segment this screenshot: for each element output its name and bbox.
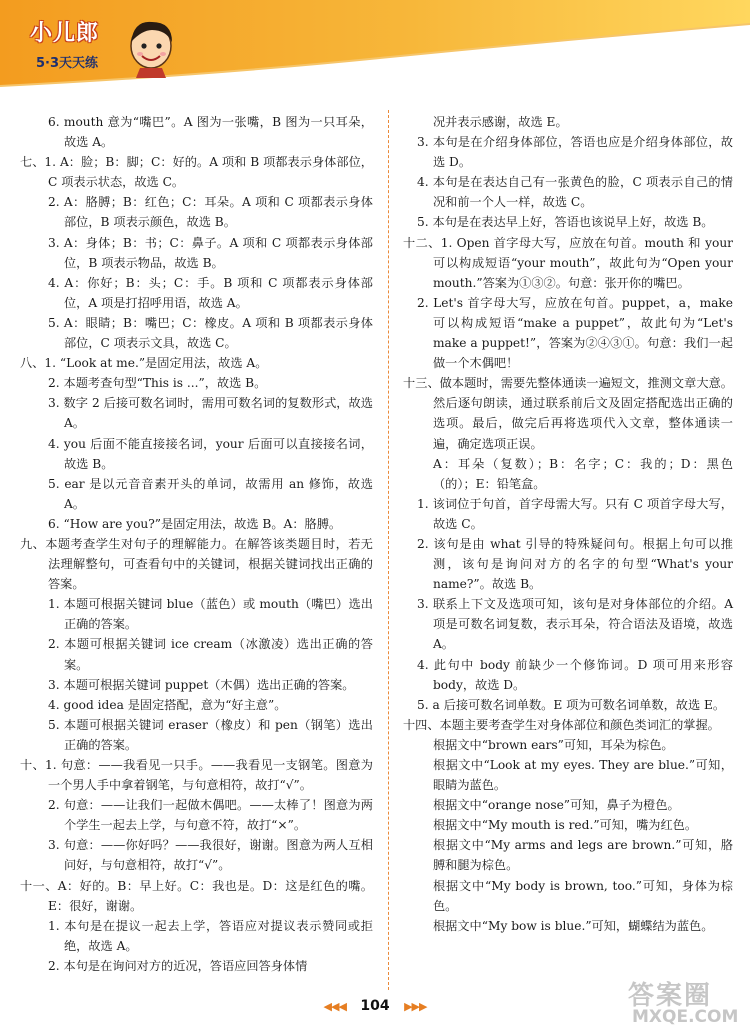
- answer-paragraph: A：耳朵（复数）；B：名字；C：我的；D：黑色（的）；E：铅笔盒。: [433, 456, 733, 491]
- answer-paragraph: 十、1. 句意：——我看见一只手。——我看见一支钢笔。图意为一个男人手中拿着钢笔，与句意相符，故打“√”。: [20, 758, 373, 793]
- right-arrows-icon: ▶▶▶: [404, 1000, 427, 1013]
- answer-paragraph: 5. ear 是以元音音素开头的单词，故需用 an 修饰，故选 A。: [48, 476, 373, 511]
- answer-paragraph: 根据文中“My bow is blue.”可知，蝴蝶结为蓝色。: [433, 918, 714, 933]
- answer-paragraph: 5. A：眼睛；B：嘴巴；C：橡皮。A 项和 B 项都表示身体部位，C 项表示文具，故选 C。: [48, 315, 373, 351]
- answer-paragraph: 2. 该句是由 what 引导的特殊疑问句。根据上句可以推测，该句是询问对方的名字的句型“What's your name?”。故选 B。: [417, 536, 733, 592]
- answer-paragraph: 根据文中“Look at my eyes. They are blue.”可知，眼睛为蓝色。: [433, 758, 733, 793]
- watermark-text: 答案圈: [628, 981, 713, 1011]
- left-arrows-icon: ◀◀◀: [323, 1000, 346, 1013]
- answer-paragraph: 3. 本句是在介绍身体部位，答语也应是介绍身体部位，故选 D。: [417, 135, 733, 170]
- brand-logo: [22, 14, 162, 76]
- watermark-url: MXQE.COM: [632, 1007, 739, 1027]
- answer-paragraph: 1. 本句是在提议一起去上学，答语应对提议表示赞同或拒绝，故选 A。: [48, 918, 373, 953]
- answer-paragraph: 2. 句意：——让我们一起做木偶吧。——太棒了！图意为两个学生一起去上学，与句意不符，故打“×”。: [48, 798, 373, 833]
- answer-paragraph: 3. 句意：——你好吗？——我很好，谢谢。图意为两人互相问好，与句意相符，故打“√”。: [48, 838, 373, 873]
- answer-paragraph: 1. 该词位于句首，首字母需大写。只有 C 项首字母大写，故选 C。: [417, 496, 733, 531]
- series-title: 5·3天天练: [36, 56, 99, 71]
- brand-title: 小儿郎: [30, 21, 100, 46]
- answer-paragraph: 3. 数字 2 后接可数名词时，需用可数名词的复数形式，故选 A。: [48, 396, 373, 431]
- answer-paragraph: 5. 本题可根据关键词 eraser（橡皮）和 pen（钢笔）选出正确的答案。: [48, 717, 373, 752]
- answer-paragraph: 4. 本句是在表达自己有一张黄色的脸，C 项表示自己的情况和前一个人一样，故选 C。: [417, 175, 733, 210]
- answer-paragraph: 6. mouth 意为“嘴巴”。A 图为一张嘴，B 图为一只耳朵，故选 A。: [48, 115, 373, 150]
- answer-paragraph: 根据文中“brown ears”可知，耳朵为棕色。: [433, 737, 674, 752]
- answer-paragraph: 十三、做本题时，需要先整体通读一遍短文，推测文章大意。然后逐句朗读，通过联系前后文及固定搭配选出正确的选项。最后，做完后再将选项代入文章，整体通读一遍，确定选项正误。: [403, 376, 733, 451]
- answer-paragraph: 十二、1. Open 首字母大写，应放在句首。mouth 和 your 可以构成短语“your mouth”，故此句为“Open your mouth.”答案为①③②。句意：张开你的嘴巴。: [403, 235, 733, 290]
- answer-paragraph: 4. you 后面不能直接接名词，your 后面可以直接接名词，故选 B。: [48, 436, 373, 471]
- answer-paragraph: 2. 本句是在询问对方的近况，答语应回答身体情: [48, 958, 308, 973]
- answer-paragraph: 根据文中“My mouth is red.”可知，嘴为红色。: [433, 818, 698, 833]
- watermark: [628, 975, 738, 1030]
- answer-paragraph: 十一、A：好的。B：早上好。C：我也是。D：这是红色的嘴。E：很好，谢谢。: [20, 878, 373, 913]
- answer-paragraph: 根据文中“orange nose”可知，鼻子为橙色。: [433, 798, 680, 813]
- answer-paragraph: 6. “How are you?”是固定用法，故选 B。A：胳膊。: [48, 516, 342, 531]
- answer-paragraph: 5. 本句是在表达早上好，答语也该说早上好，故选 B。: [417, 215, 714, 230]
- answer-column-left: [20, 112, 373, 976]
- mascot-boy-icon: [122, 16, 180, 78]
- answer-paragraph: 3. A：身体；B：书；C：鼻子。A 项和 C 项都表示身体部位，B 项表示物品，故选 B。: [48, 235, 373, 270]
- answer-paragraph: 4. A：你好；B：头；C：手。B 项和 C 项都表示身体部位，A 项是打招呼用语，故选 A。: [48, 275, 373, 310]
- answer-paragraph: 2. 本题可根据关键词 ice cream（冰激凌）选出正确的答案。: [48, 637, 373, 672]
- page-number: 104: [360, 998, 390, 1014]
- answer-paragraph: 3. 联系上下文及选项可知，该句是对身体部位的介绍。A 项是可数名词复数，表示耳朵，符合语法及语境，故选 A。: [417, 597, 733, 652]
- answer-paragraph: 3. 本题可根据关键词 puppet（木偶）选出正确的答案。: [48, 677, 355, 692]
- answer-paragraph: 1. 本题可根据关键词 blue（蓝色）或 mouth（嘴巴）选出正确的答案。: [48, 597, 373, 632]
- answer-paragraph: 八、1. “Look at me.”是固定用法，故选 A。: [20, 356, 268, 371]
- answer-paragraph: 十四、本题主要考查学生对身体部位和颜色类词汇的掌握。: [403, 717, 720, 732]
- answer-paragraph: 2. A：胳膊；B：红色；C：耳朵。A 项和 C 项都表示身体部位，B 项表示颜色，故选 B。: [48, 195, 373, 230]
- column-divider: [388, 110, 389, 990]
- answer-paragraph: 2. 本题考查句型“This is ...”，故选 B。: [48, 376, 267, 391]
- answer-paragraph: 4. 此句中 body 前缺少一个修饰词。D 项可用来形容 body，故选 D。: [417, 657, 733, 692]
- answer-paragraph: 况并表示感谢，故选 E。: [433, 115, 568, 129]
- answer-paragraph: 2. Let's 首字母大写，应放在句首。puppet，a，make 可以构成短语“make a puppet”，故此句为“Let's make a puppet!”，答案为②④③①。句意：我们一起做一个木偶吧！: [417, 295, 733, 371]
- answer-paragraph: 4. good idea 是固定搭配，意为“好主意”。: [48, 697, 287, 712]
- answer-paragraph: 根据文中“My arms and legs are brown.”可知，胳膊和腿为棕色。: [433, 838, 733, 873]
- answer-paragraph: 5. a 后接可数名词单数。E 项为可数名词单数，故选 E。: [417, 697, 726, 712]
- answer-column-right: [403, 112, 733, 936]
- answer-paragraph: 根据文中“My body is brown, too.”可知，身体为棕色。: [433, 878, 733, 913]
- answer-paragraph: 九、本题考查学生对句子的理解能力。在解答该类题目时，若无法理解整句，可查看句中的关键词，根据关键词找出正确的答案。: [20, 536, 373, 592]
- answer-paragraph: 七、1. A：脸；B：脚；C：好的。A 项和 B 项都表示身体部位，C 项表示状态，故选 C。: [20, 155, 373, 190]
